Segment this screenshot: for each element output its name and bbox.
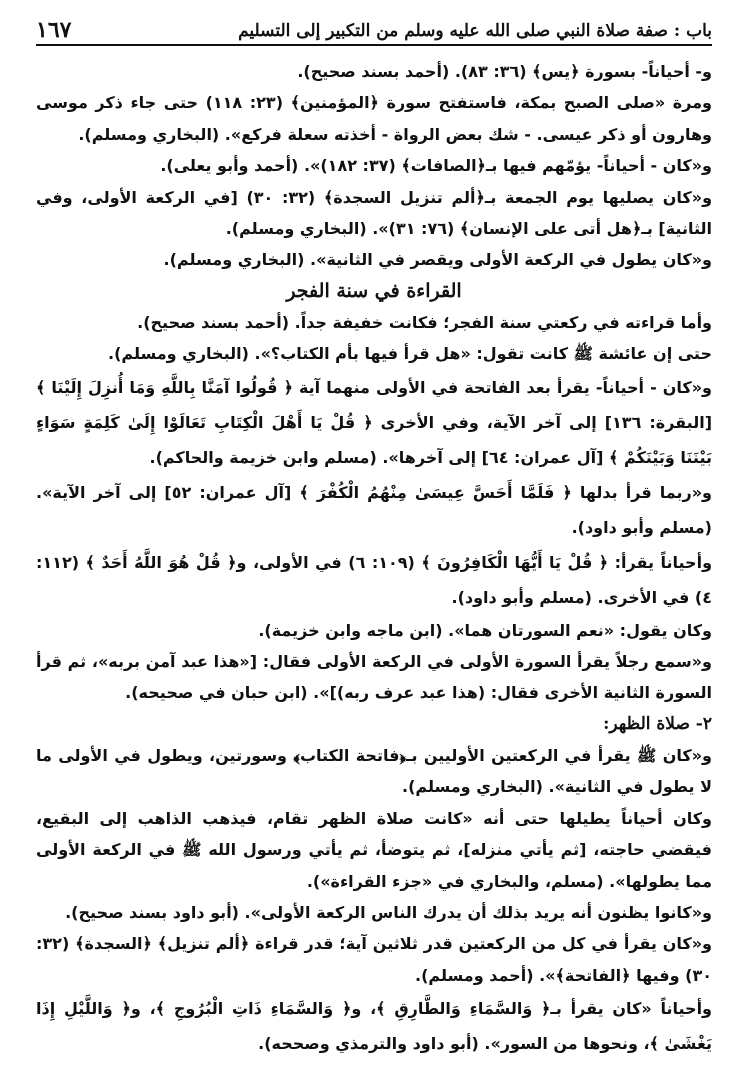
paragraph: و- أحياناً- بسورة ﴿يس﴾ (٣٦: ٨٣). (أحمد بسند صحيح). — [297, 62, 712, 81]
paragraph: و«كان يطول في الركعة الأولى ويقصر في الثانية». (البخاري ومسلم). — [163, 250, 712, 270]
paragraph: وكان أحياناً يطيلها حتى أنه «كانت صلاة الظهر تقام، فيذهب الذاهب إلى البقيع، فيقضي حاجته، [ثم يأتي منزله]، ثم يتوضأ، ثم يأتي ورسول الله ﷺ في الركعة الأولى مما يطولها». (مسلم، والبخاري في «جزء القراءة»). — [36, 808, 712, 891]
page-header — [36, 14, 712, 46]
paragraph: و«كانوا يظنون أنه يريد بذلك أن يدرك الناس الركعة الأولى». (أبو داود بسند صحيح). — [65, 902, 712, 922]
page-number: ١٦٧ — [36, 17, 72, 43]
section-heading: القراءة في سنة الفجر — [286, 279, 462, 302]
paragraph: و«ربما قرأ بدلها ﴿ فَلَمَّا أَحَسَّ عِيسَىٰ مِنْهُمُ الْكُفْرَ ﴾ [آل عمران: ٥٢] إلى آخر الآية». (مسلم وأبو داود). — [36, 482, 712, 537]
paragraph: وكان يقول: «نعم السورتان هما». (ابن ماجه وابن خزيمة). — [258, 620, 712, 640]
chapter-title: باب : صفة صلاة النبي صلى الله عليه وسلم من التكبير إلى التسليم — [238, 21, 712, 41]
paragraph: و«سمع رجلاً يقرأ السورة الأولى في الركعة الأولى فقال: [«هذا عبد آمن بربه»، ثم قرأ السورة الثانية الأخرى فقال: (هذا عبد عرف ربه)]». (ابن حبان في صحيحه). — [36, 652, 712, 703]
paragraph: ومرة «صلى الصبح بمكة، فاستفتح سورة ﴿المؤمنين﴾ (٢٣: ١١٨) حتى جاء ذكر موسى وهارون أو ذكر عيسى. - شك بعض الرواة - أخذته سعلة فركع». (البخاري ومسلم). — [36, 93, 713, 144]
paragraph: وأحياناً «كان يقرأ بـ﴿ وَالسَّمَاءِ وَالطَّارِقِ ﴾، و﴿ وَالسَّمَاءِ ذَاتِ الْبُرُوجِ ﴾، و﴿ وَاللَّيْلِ إِذَا يَغْشَىٰ ﴾، ونحوها من السور». (أبو داود والترمذي وصححه). — [36, 999, 712, 1054]
subheading: ٢- صلاة الظهر: — [603, 713, 712, 734]
paragraph: وأحياناً يقرأ: ﴿ قُلْ يَا أَيُّهَا الْكَافِرُونَ ﴾ (١٠٩: ٦) في الأولى، و﴿ قُلْ هُوَ اللَّهُ أَحَدٌ ﴾ (١١٢: ٤) في الأخرى. (مسلم وأبو داود). — [36, 552, 713, 607]
paragraph: و«كان - أحياناً- يؤمّهم فيها بـ﴿الصافات﴾ (٣٧: ١٨٢)». (أحمد وأبو يعلى). — [160, 156, 712, 176]
paragraph: وأما قراءته في ركعتي سنة الفجر؛ فكانت خفيفة جداً. (أحمد بسند صحيح). — [137, 312, 712, 332]
paragraph: و«كان يصليها يوم الجمعة بـ﴿ألم تنزيل السجدة﴾ (٣٢: ٣٠) [في الركعة الأولى، وفي الثانية] بـ﴿هل أتى على الإنسان﴾ (٧٦: ٣١)». (البخاري ومسلم). — [36, 187, 713, 239]
page-body — [36, 56, 712, 1061]
paragraph: و«كان يقرأ في كل من الركعتين قدر ثلاثين آية؛ قدر قراءة ﴿ألم تنزيل﴾ ﴿السجدة﴾ (٣٢: ٣٠) وفيها ﴿الفاتحة﴾». (أحمد ومسلم). — [36, 934, 712, 985]
paragraph: حتى إن عائشة ﷺ كانت تقول: «هل قرأ فيها بأم الكتاب؟». (البخاري ومسلم). — [108, 344, 712, 364]
paragraph: و«كان ﷺ يقرأ في الركعتين الأوليين بـ﴿فاتحة الكتاب﴾ وسورتين، ويطول في الأولى ما لا يطول في الثانية». (البخاري ومسلم). — [36, 745, 712, 797]
paragraph: و«كان - أحياناً- يقرأ بعد الفاتحة في الأولى منهما آية ﴿ قُولُوا آمَنَّا بِاللَّهِ وَمَا أُنزِلَ إِلَيْنَا ﴾ [البقرة: ١٣٦] إلى آخر الآية، وفي الأخرى ﴿ قُلْ يَا أَهْلَ الْكِتَابِ تَعَالَوْا إِلَىٰ كَلِمَةٍ سَوَاءٍ بَيْنَنَا وَبَيْنَكُمْ ﴾ [آل عمران: ٦٤] إلى آخرها». (مسلم وابن خزيمة والحاكم). — [36, 377, 713, 467]
